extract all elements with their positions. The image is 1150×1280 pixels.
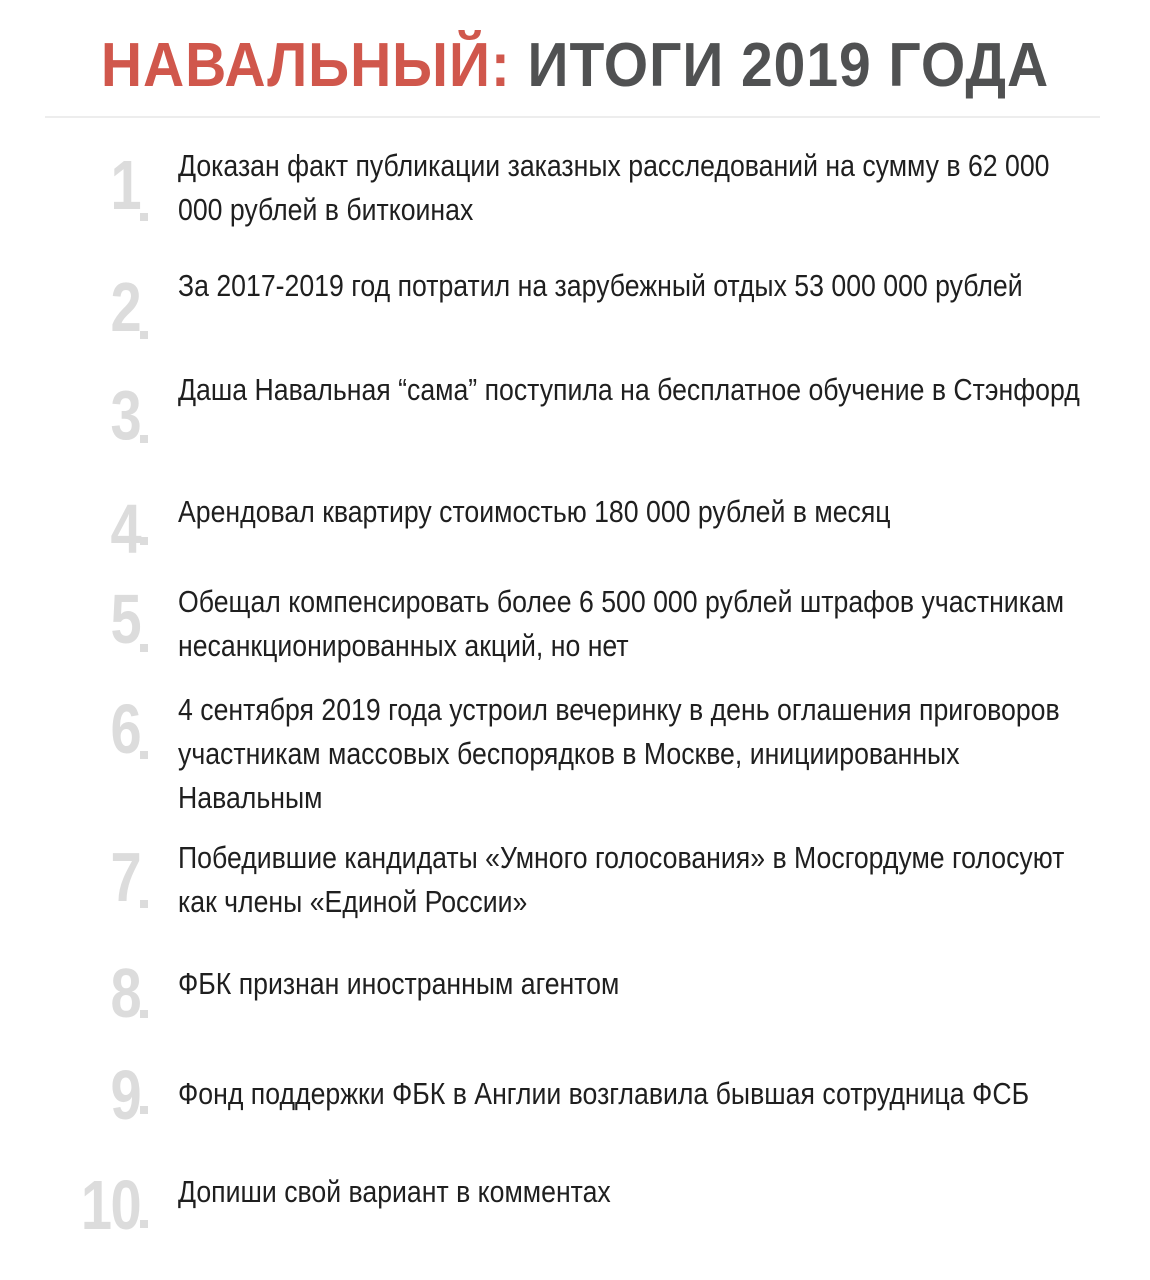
title-divider bbox=[45, 116, 1100, 118]
item-text: Даша Навальная “сама” поступила на бесплатное обучение в Стэнфорд bbox=[178, 372, 1080, 407]
item-dot bbox=[140, 1010, 148, 1018]
item-dot bbox=[140, 1106, 148, 1114]
item-text: Доказан факт публикации заказных расследований на сумму в 62 000 000 рублей в биткоинах bbox=[178, 148, 1050, 227]
item-number: 5 bbox=[110, 580, 140, 658]
page-title bbox=[46, 30, 1104, 101]
item-number: 3 bbox=[110, 376, 140, 454]
title-subtitle: ИТОГИ 2019 ГОДА bbox=[527, 31, 1050, 100]
item-dot bbox=[140, 751, 148, 759]
item-text: Фонд поддержки ФБК в Англии возглавила бывшая сотрудница ФСБ bbox=[178, 1076, 1030, 1111]
item-number: 7 bbox=[110, 838, 140, 916]
item-number: 1 bbox=[110, 146, 140, 224]
item-text: 4 сентября 2019 года устроил вечеринку в день оглашения приговоров участникам массовых беспорядков в Москве, инициированных Навальным bbox=[178, 692, 1060, 815]
item-dot bbox=[140, 644, 148, 652]
item-number: 4 bbox=[110, 490, 140, 568]
title-name: НАВАЛЬНЫЙ: bbox=[100, 31, 511, 100]
item-text: Обещал компенсировать более 6 500 000 рублей штрафов участникам несанкционированных акций, но нет bbox=[178, 584, 1065, 663]
item-number: 9 bbox=[110, 1056, 140, 1134]
item-dot bbox=[140, 435, 148, 443]
item-dot bbox=[140, 213, 148, 221]
item-dot bbox=[140, 537, 148, 545]
item-text: Допиши свой вариант в комментах bbox=[178, 1174, 611, 1209]
item-text: Арендовал квартиру стоимостью 180 000 рублей в месяц bbox=[178, 494, 891, 529]
item-dot bbox=[140, 331, 148, 339]
item-number: 2 bbox=[110, 268, 140, 346]
item-dot bbox=[140, 1220, 148, 1228]
item-dot bbox=[140, 900, 148, 908]
item-text: ФБК признан иностранным агентом bbox=[178, 966, 620, 1001]
item-text: За 2017-2019 год потратил на зарубежный отдых 53 000 000 рублей bbox=[178, 268, 1023, 303]
item-text: Победившие кандидаты «Умного голосования» в Мосгордуме голосуют как члены «Единой России» bbox=[178, 840, 1065, 919]
item-number: 6 bbox=[110, 690, 140, 768]
item-number: 10 bbox=[80, 1166, 140, 1244]
item-number: 8 bbox=[110, 954, 140, 1032]
